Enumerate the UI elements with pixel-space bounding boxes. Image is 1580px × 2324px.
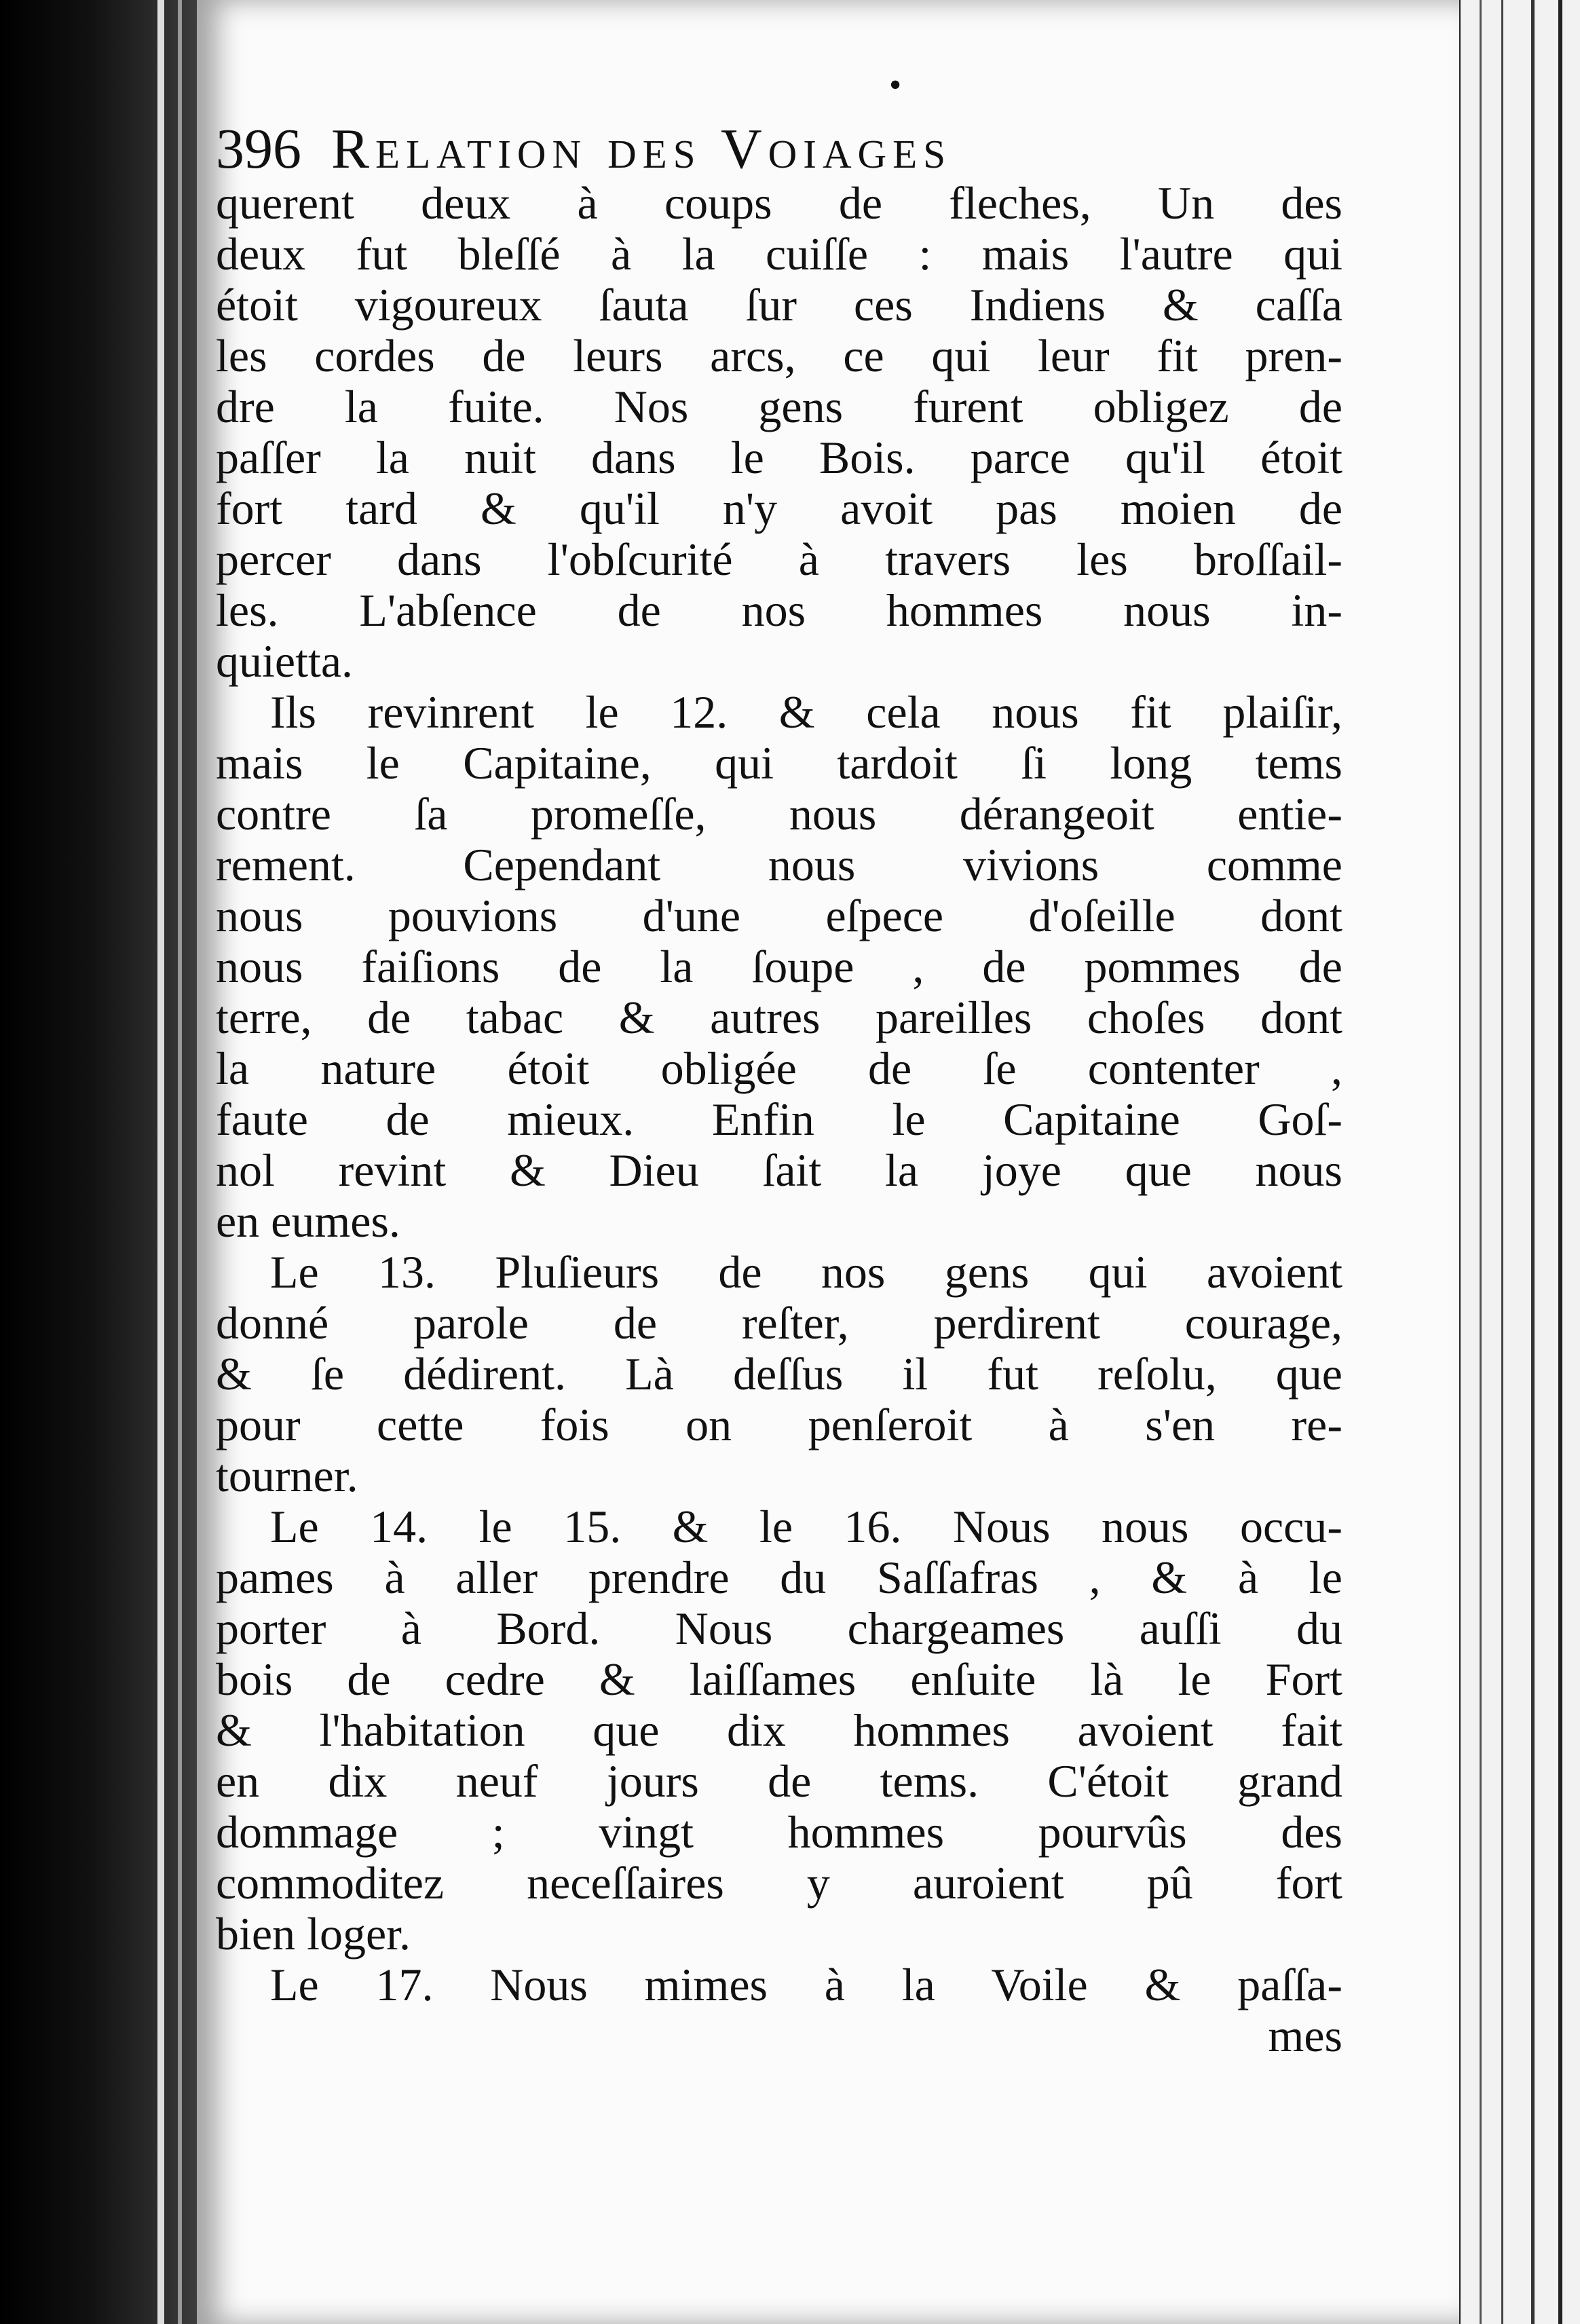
text-line: les cordes de leurs arcs, ce qui leur fit pren- (216, 330, 1342, 381)
binding-edge-line (157, 0, 164, 2324)
page-edge-line (1558, 0, 1562, 2324)
paragraph-4 (216, 1501, 1342, 1960)
text-line: deux fut bleſſé à la cuiſſe : mais l'autre qui (216, 228, 1342, 280)
text-line: percer dans l'obſcurité à travers les broſſail- (216, 533, 1342, 585)
text-line: en eumes. (216, 1195, 400, 1247)
text-line: les. L'abſence de nos hommes nous in- (216, 584, 1342, 636)
binding-edge-line (178, 0, 182, 2324)
text-line: nous faiſions de la ſoupe , de pommes de (216, 941, 1342, 992)
ink-speck: • (889, 66, 902, 105)
page-edge-line (1480, 0, 1482, 2324)
text-line: commoditez neceſſaires y auroient pû fort (216, 1857, 1342, 1909)
text-line: Le 14. le 15. & le 16. Nous nous occu- (270, 1501, 1342, 1552)
text-line: dommage ; vingt hommes pourvûs des (216, 1806, 1342, 1858)
text-line: nous pouvions d'une eſpece d'oſeille dont (216, 890, 1342, 941)
text-line: terre, de tabac & autres pareilles choſes dont (216, 992, 1342, 1043)
page-number: 396 (216, 117, 301, 181)
text-line: contre ſa promeſſe, nous dérangeoit entie- (216, 788, 1342, 840)
text-line: querent deux à coups de fleches, Un des (216, 177, 1342, 229)
catchword: mes (1268, 2010, 1342, 2061)
page-edge-line (1531, 0, 1535, 2324)
paragraph-2 (216, 687, 1342, 1247)
text-line: bien loger. (216, 1908, 411, 1960)
text-line: & ſe dédirent. Là deſſus il fut reſolu, que (216, 1348, 1342, 1400)
text-line: étoit vigoureux ſauta ſur ces Indiens & caſſa (216, 279, 1342, 331)
text-line: rement. Cependant nous vivions comme (216, 839, 1342, 891)
text-line: Ils revinrent le 12. & cela nous fit plaiſir, (270, 686, 1342, 738)
text-line: la nature étoit obligée de ſe contenter , (216, 1043, 1342, 1094)
text-line: nol revint & Dieu ſait la joye que nous (216, 1144, 1342, 1196)
text-line: Le 17. Nous mimes à la Voile & paſſa- (270, 1959, 1342, 2010)
text-line: pour cette fois on penſeroit à s'en re- (216, 1399, 1342, 1450)
text-line: tourner. (216, 1450, 358, 1501)
running-head (216, 117, 1220, 181)
text-line: Le 13. Pluſieurs de nos gens qui avoient (270, 1246, 1342, 1298)
body-text (216, 178, 1342, 2061)
text-line: mais le Capitaine, qui tardoit ſi long tems (216, 737, 1342, 789)
text-line: bois de cedre & laiſſames enſuite là le Fort (216, 1653, 1342, 1705)
text-line: pames à aller prendre du Saſſafras , & à le (216, 1552, 1342, 1603)
text-line: paſſer la nuit dans le Bois. parce qu'il étoit (216, 432, 1342, 483)
text-line: faute de mieux. Enfin le Capitaine Goſ- (216, 1093, 1342, 1145)
text-line: quietta. (216, 635, 354, 687)
text-line: en dix neuf jours de tems. C'étoit grand (216, 1755, 1342, 1807)
text-line: fort tard & qu'il n'y avoit pas moien de (216, 483, 1342, 534)
paragraph-3 (216, 1247, 1342, 1501)
text-line: dre la fuite. Nos gens furent obligez de (216, 381, 1342, 432)
text-line: donné parole de reſter, perdirent courage, (216, 1297, 1342, 1349)
text-line: & l'habitation que dix hommes avoient fait (216, 1704, 1342, 1756)
paragraph-1 (216, 178, 1342, 687)
running-title: Relation des Voiages (331, 117, 952, 181)
page-edge-line (1501, 0, 1503, 2324)
paragraph-5 (216, 1960, 1342, 2010)
text-line: porter à Bord. Nous chargeames auſſi du (216, 1603, 1342, 1654)
binding-shadow (0, 0, 224, 2324)
